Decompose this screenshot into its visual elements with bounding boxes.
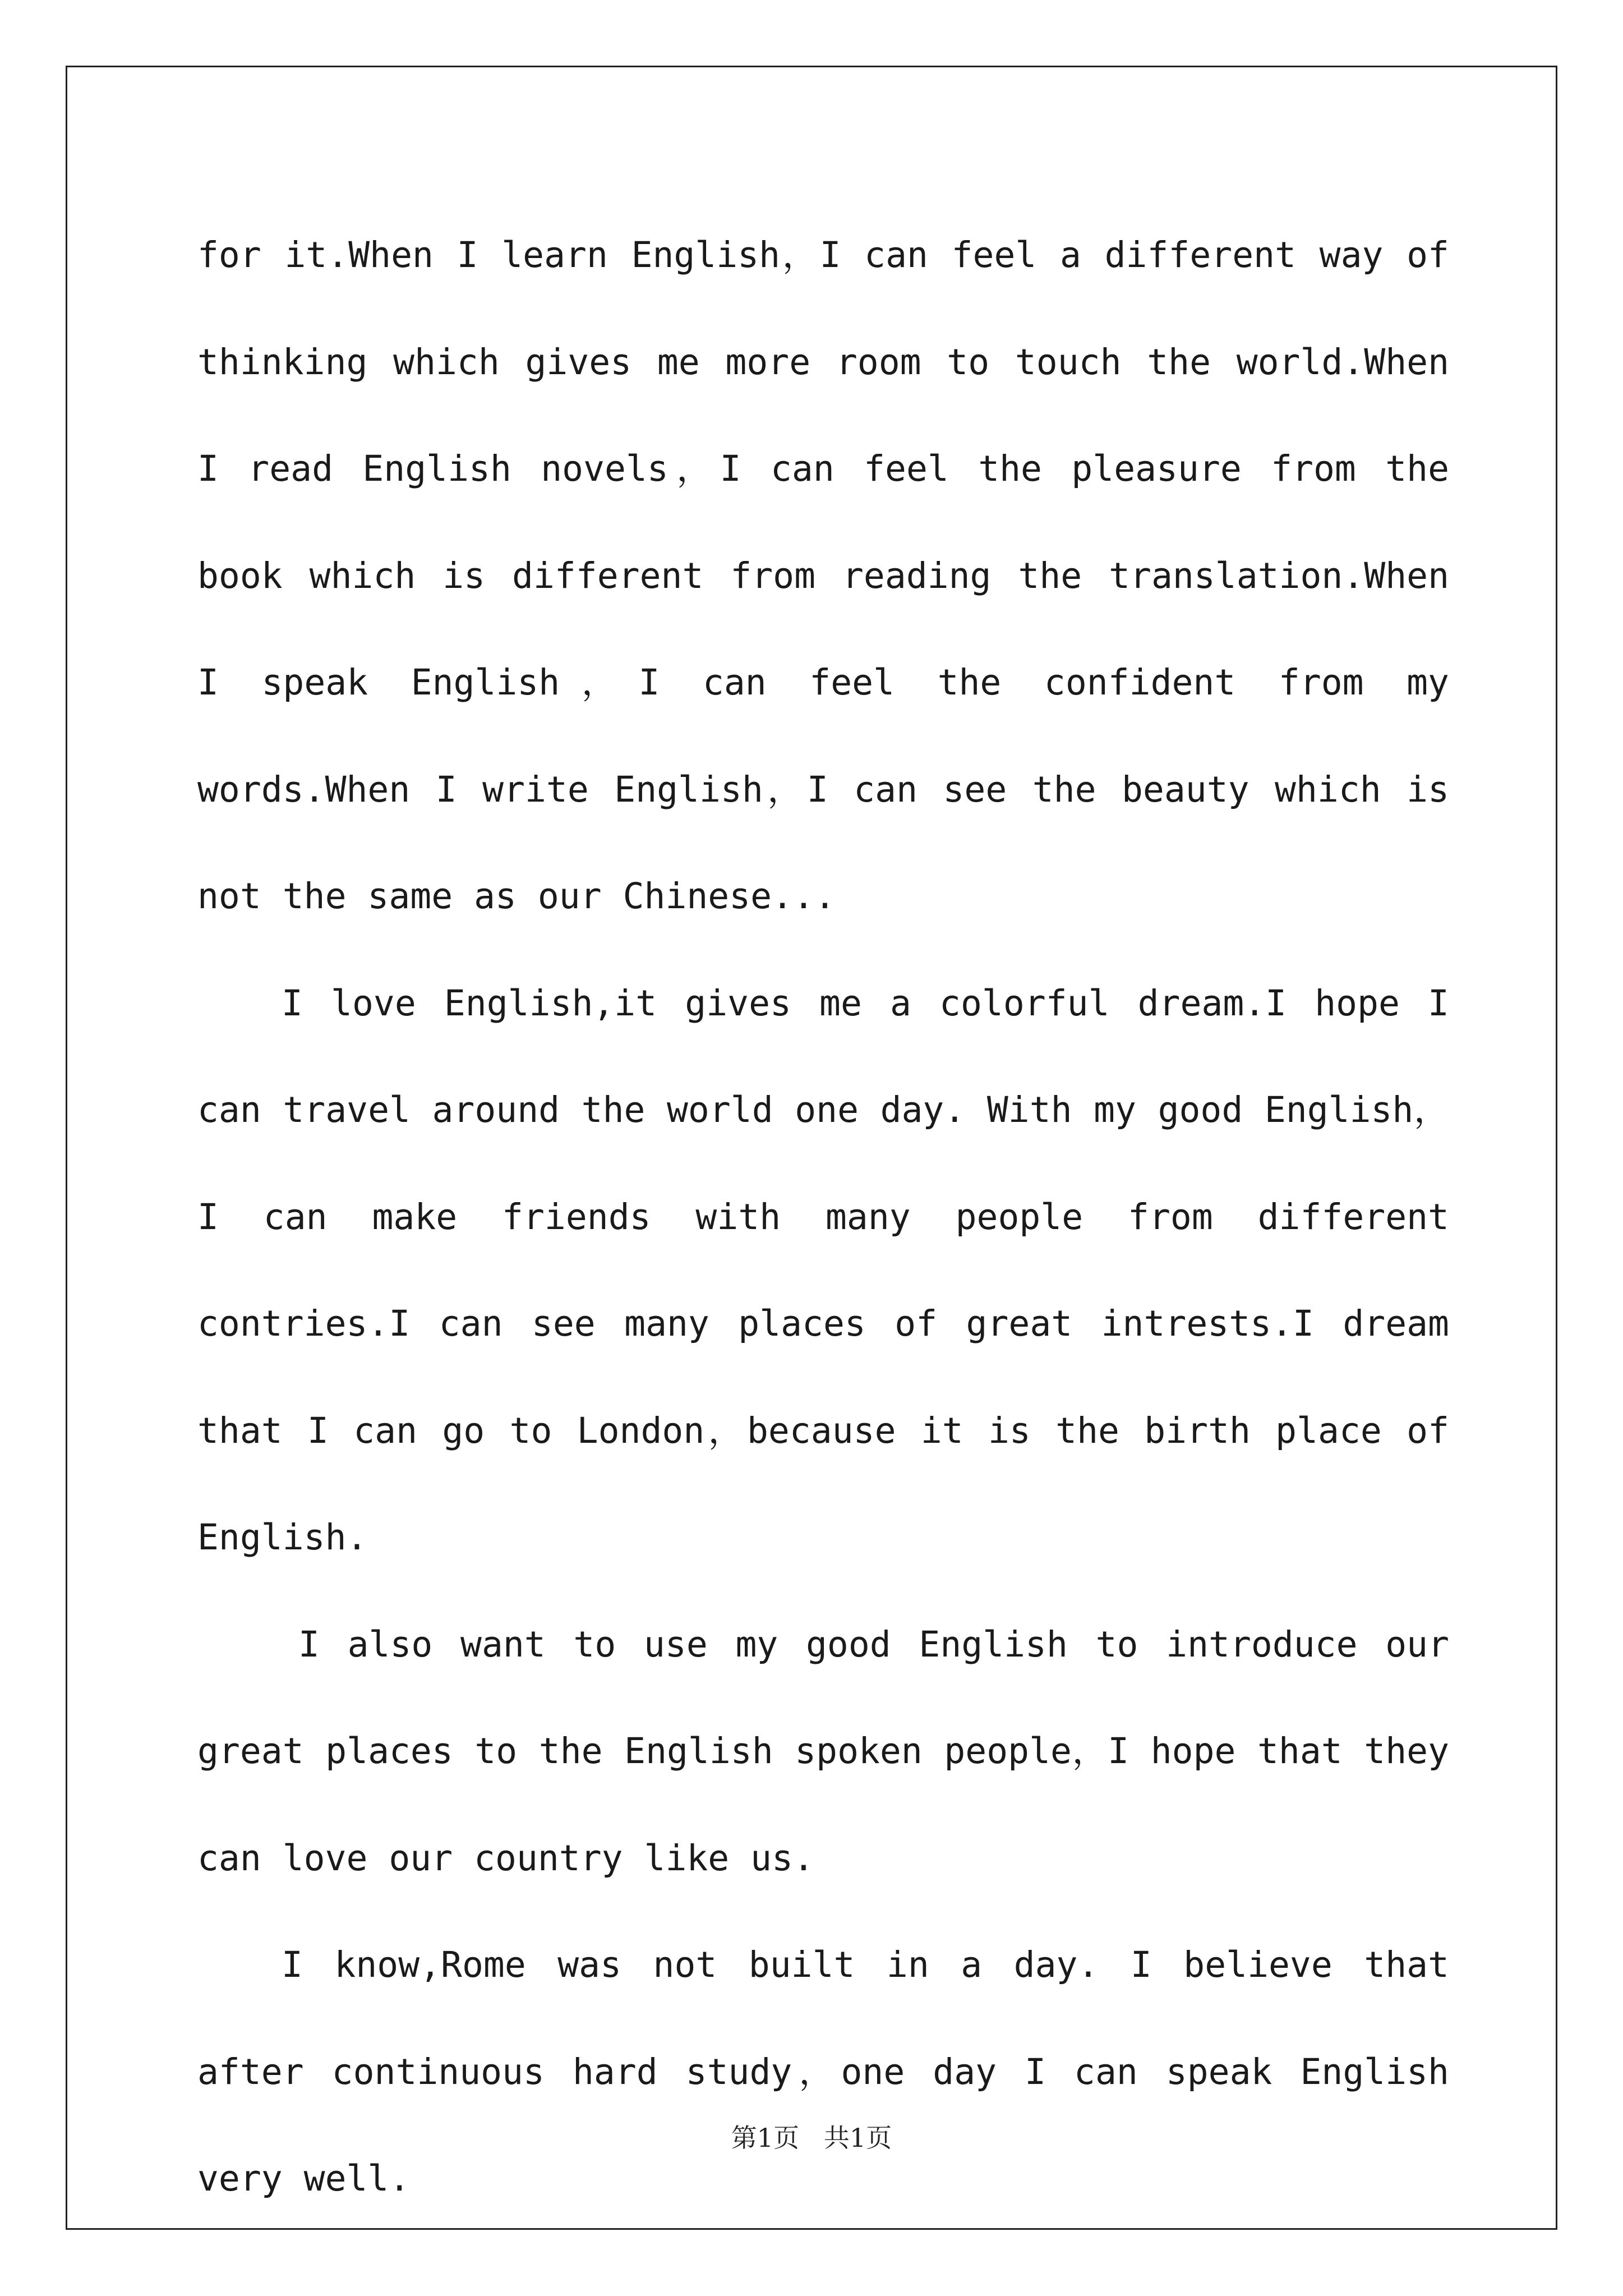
paragraph-4: I know,Rome was not built in a day. I believe that after continuous hard study，one day I can speak English very well. (197, 1944, 1449, 2199)
paragraph-2: I love English,it gives me a colorful dream.I hope I can travel around the world one day. With my good English，I can make friends with many people from different contries.I can see many places of great intrests.I dream that I can go to London，because it is the birth place of English. (197, 982, 1449, 1558)
page-number-footer: 第1页 共1页 (731, 2123, 892, 2153)
document-body (197, 202, 1449, 2233)
paragraph-3: I also want to use my good English to introduce our great places to the English spoken people，I hope that they can love our country like us. (197, 1623, 1449, 1879)
paragraph-1: for it.When I learn English，I can feel a different way of thinking which gives me more room to touch the world.When I read English novels，I can feel the pleasure from the book which is different from reading the translation.When I speak English，I can feel the confident from my words.When I write English，I can see the beauty which is not the same as our Chinese... (197, 234, 1449, 917)
